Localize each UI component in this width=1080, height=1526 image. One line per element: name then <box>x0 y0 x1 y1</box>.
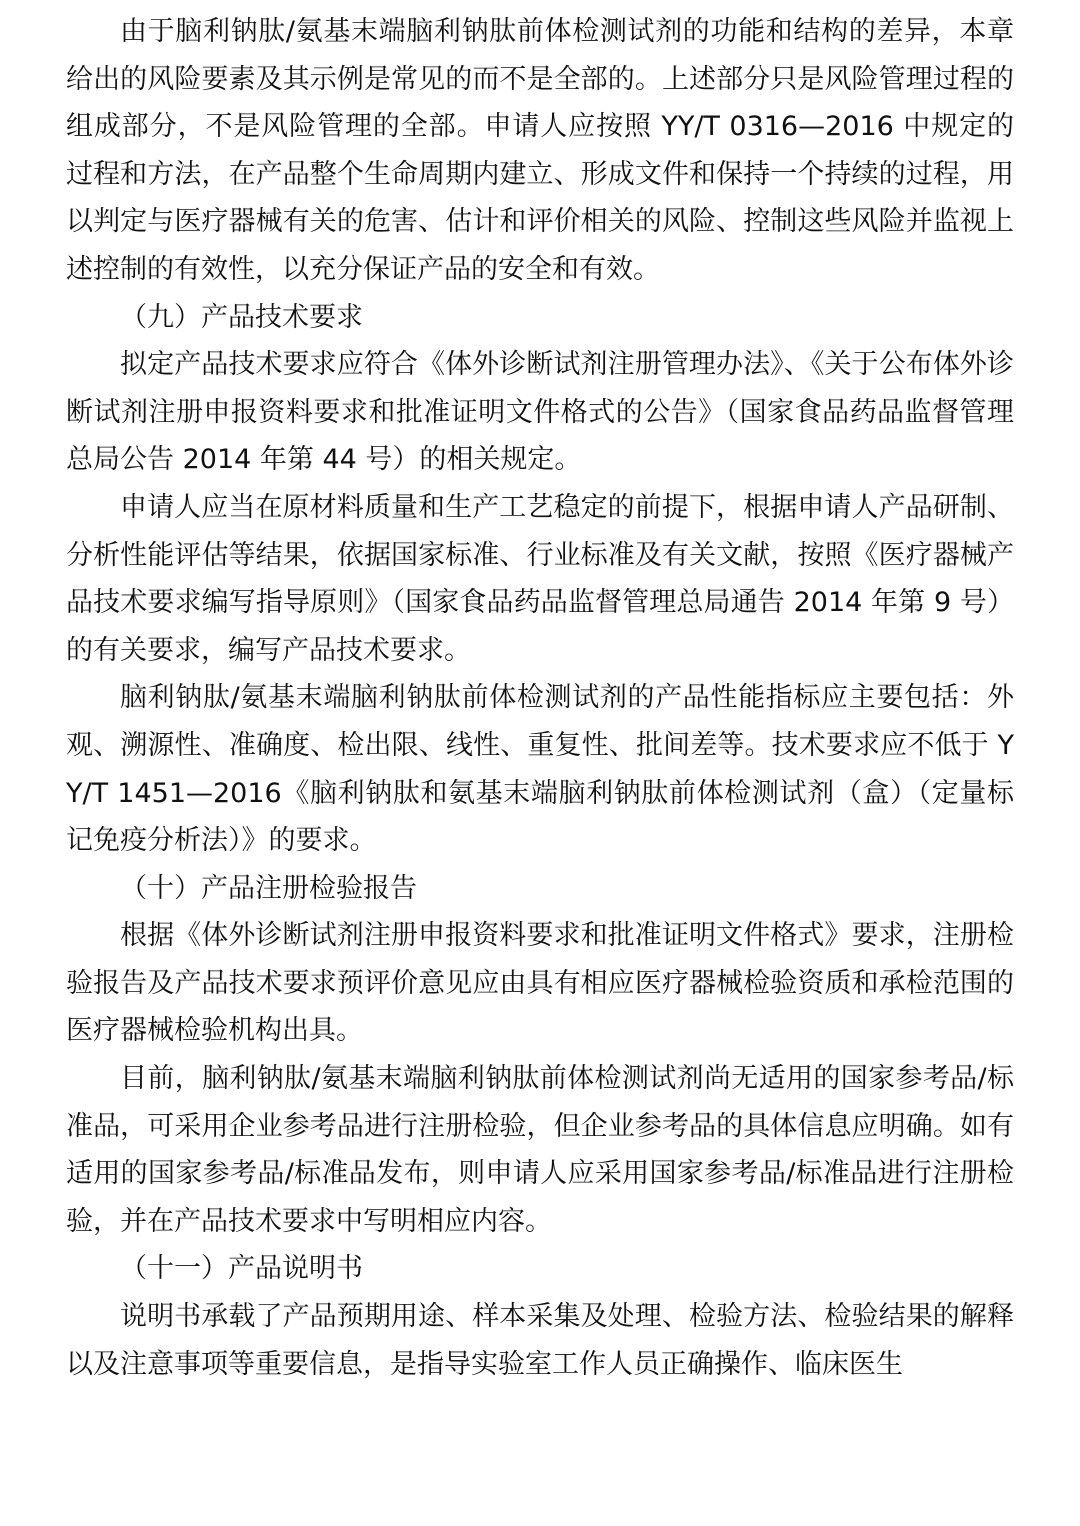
paragraph-technical-requirements-preparation: 申请人应当在原材料质量和生产工艺稳定的前提下，根据申请人产品研制、分析性能评估等结果，依据国家标准、行业标准及有关文献，按照《医疗器械产品技术要求编写指导原则》（国家食品药品监督管理总局通告 2014 年第 9 号）的有关要求，编写产品技术要求。 <box>66 491 1014 666</box>
paragraph-inspection-report: 根据《体外诊断试剂注册申报资料要求和批准证明文件格式》要求，注册检验报告及产品技术要求预评价意见应由具有相应医疗器械检验资质和承检范围的医疗器械检验机构出具。 <box>66 920 1014 1047</box>
document-page <box>66 0 1014 1526</box>
document-body <box>66 0 1014 1388</box>
section-heading-technical-requirements: （九）产品技术要求 <box>120 301 363 333</box>
paragraph-risk-management: 由于脑利钠肽/氨基末端脑利钠肽前体检测试剂的功能和结构的差异，本章给出的风险要素及其示例是常见的而不是全部的。上述部分只是风险管理过程的组成部分，不是风险管理的全部。申请人应按照 YY/T 0316—2016 中规定的过程和方法，在产品整个生命周期内建立、形成文件和保持一个持续的过程，用以判定与医疗器械有关的危害、估计和评价相关的风险、控制这些风险并监视上述控制的有效性，以充分保证产品的安全和有效。 <box>66 16 1014 285</box>
section-heading-registration-inspection: （十）产品注册检验报告 <box>120 872 417 904</box>
paragraph-technical-requirements-regulations: 拟定产品技术要求应符合《体外诊断试剂注册管理办法》、《关于公布体外诊断试剂注册申报资料要求和批准证明文件格式的公告》（国家食品药品监督管理总局公告 2014 年第 44 号）的相关规定。 <box>66 349 1014 476</box>
paragraph-product-manual: 说明书承载了产品预期用途、样本采集及处理、检验方法、检验结果的解释以及注意事项等重要信息，是指导实验室工作人员正确操作、临床医生 <box>66 1301 1014 1380</box>
paragraph-reference-materials: 目前，脑利钠肽/氨基末端脑利钠肽前体检测试剂尚无适用的国家参考品/标准品，可采用企业参考品进行注册检验，但企业参考品的具体信息应明确。如有适用的国家参考品/标准品发布，则申请人应采用国家参考品/标准品进行注册检验，并在产品技术要求中写明相应内容。 <box>66 1063 1014 1237</box>
paragraph-performance-indicators: 脑利钠肽/氨基末端脑利钠肽前体检测试剂的产品性能指标应主要包括：外观、溯源性、准确度、检出限、线性、重复性、批间差等。技术要求应不低于 YY/T 1451—2016《脑利钠肽和氨基末端脑利钠肽前体检测试剂（盒）（定量标记免疫分析法）》的要求。 <box>66 682 1014 857</box>
section-heading-product-manual: （十一）产品说明书 <box>120 1253 363 1285</box>
